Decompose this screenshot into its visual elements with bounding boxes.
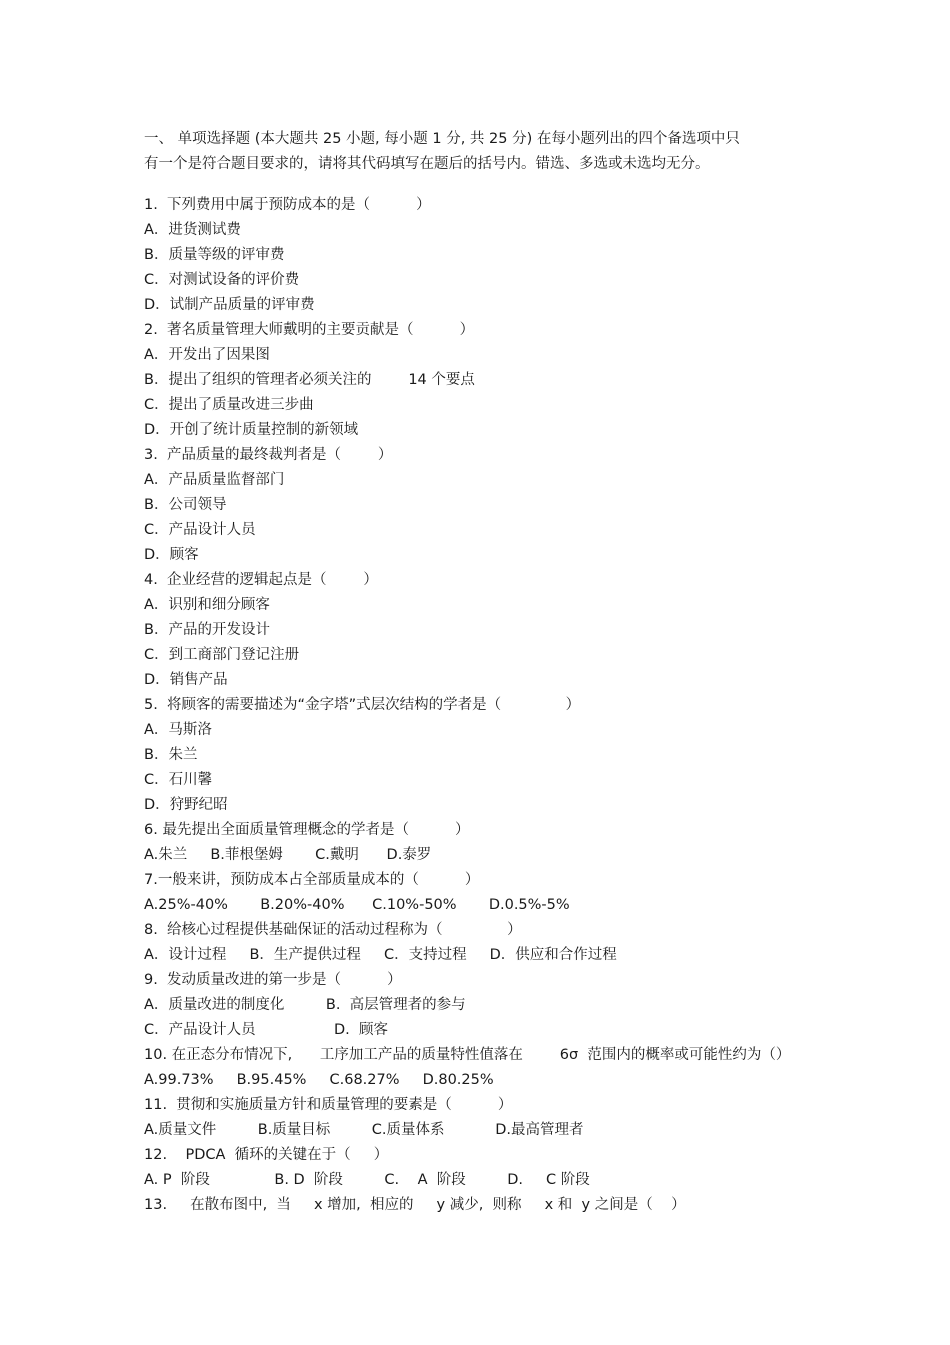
question-line: B．产品的开发设计: [144, 622, 270, 638]
question-line: 7.一般来讲，预防成本占全部质量成本的（ ）: [144, 872, 480, 888]
question-line: B．提出了组织的管理者必须关注的 14 个要点: [144, 372, 475, 388]
question-line: A．进货测试费: [144, 222, 241, 238]
question-line: A．质量改进的制度化 B. 高层管理者的参与: [144, 997, 466, 1013]
question-line: 4. 企业经营的逻辑起点是（ ）: [144, 572, 378, 588]
question-line: A.朱兰 B.菲根堡姆 C.戴明 D.泰罗: [144, 847, 432, 863]
question-line: A．设计过程 B．生产提供过程 C．支持过程 D．供应和合作过程: [144, 947, 617, 963]
question-line: 9. 发动质量改进的第一步是（ ）: [144, 972, 402, 988]
question-line: 13. 在散布图中, 当 x 增加, 相应的 y 减少, 则称 x 和 y 之间是（ ）: [144, 1197, 686, 1213]
section-intro: [144, 127, 794, 177]
question-line: C．石川馨: [144, 772, 213, 788]
question-line: D．销售产品: [144, 672, 228, 688]
question-line: 12. PDCA 循环的关键在于（ ）: [144, 1147, 389, 1163]
question-line: D．狩野纪昭: [144, 797, 228, 813]
question-line: C．产品设计人员: [144, 522, 256, 538]
question-line: 1. 下列费用中属于预防成本的是（ ）: [144, 197, 431, 213]
question-line: C．提出了质量改进三步曲: [144, 397, 314, 413]
question-line: D．顾客: [144, 547, 199, 563]
question-line: A．马斯洛: [144, 722, 212, 738]
question-line: A.25%-40% B.20%-40% C.10%-50% D.0.5%-5%: [144, 897, 570, 913]
intro-line-2: 有一个是符合题目要求的，请将其代码填写在题后的括号内。错选、多选或未选均无分。: [144, 156, 710, 172]
question-line: A．识别和细分顾客: [144, 597, 270, 613]
question-line: 8. 给核心过程提供基础保证的活动过程称为（ ）: [144, 922, 522, 938]
question-line: 3. 产品质量的最终裁判者是（ ）: [144, 447, 393, 463]
question-line: C．到工商部门登记注册: [144, 647, 300, 663]
question-line: A．产品质量监督部门: [144, 472, 285, 488]
question-line: C．对测试设备的评价费: [144, 272, 300, 288]
question-line: 5. 将顾客的需要描述为“金字塔”式层次结构的学者是（ ）: [144, 697, 581, 713]
question-line: 11. 贯彻和实施质量方针和质量管理的要素是（ ）: [144, 1097, 513, 1113]
question-line: B．公司领导: [144, 497, 227, 513]
question-line: D．开创了统计质量控制的新领域: [144, 422, 359, 438]
question-line: C．产品设计人员 D. 顾客: [144, 1022, 388, 1038]
question-line: B．质量等级的评审费: [144, 247, 285, 263]
question-line: A．开发出了因果图: [144, 347, 270, 363]
question-line: B．朱兰: [144, 747, 198, 763]
question-line: 2. 著名质量管理大师戴明的主要贡献是（ ）: [144, 322, 475, 338]
intro-line-1: 一、 单项选择题 (本大题共 25 小题, 每小题 1 分, 共 25 分) 在每小题列出的四个备选项中只: [144, 131, 740, 147]
question-line: D．试制产品质量的评审费: [144, 297, 315, 313]
question-line: 10. 在正态分布情况下, 工序加工产品的质量特性值落在 6σ 范围内的概率或可能性约为（）: [144, 1047, 791, 1063]
question-line: A. P 阶段 B. D 阶段 C. A 阶段 D. C 阶段: [144, 1172, 590, 1188]
question-line: A.99.73% B.95.45% C.68.27% D.80.25%: [144, 1072, 494, 1088]
question-line: A.质量文件 B.质量目标 C.质量体系 D.最高管理者: [144, 1122, 584, 1138]
question-line: 6. 最先提出全面质量管理概念的学者是（ ）: [144, 822, 470, 838]
